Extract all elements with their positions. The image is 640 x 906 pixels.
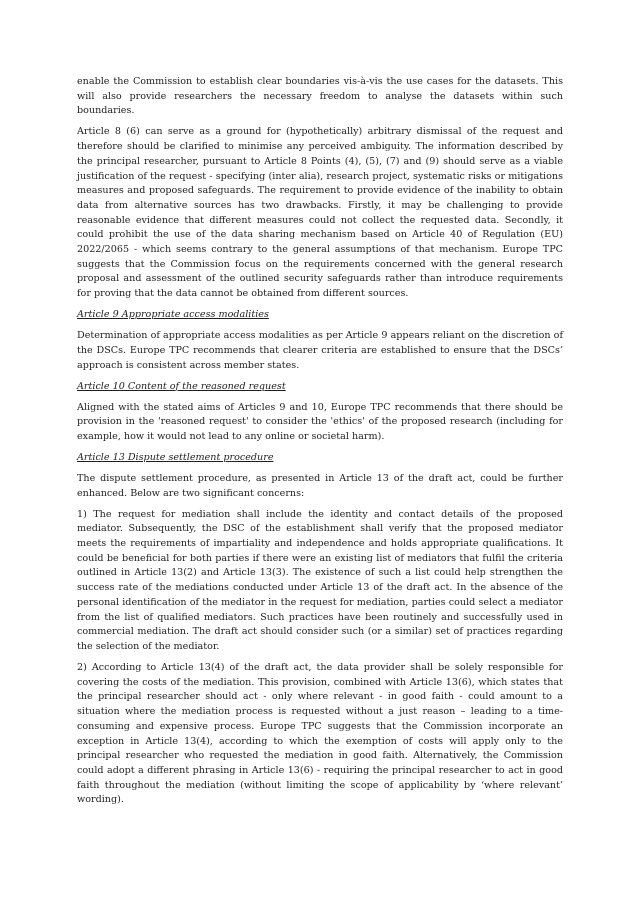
paragraph-article-9: Determination of appropriate access modalities as per Article 9 appears reliant on the discretion of the DSCs. Europe TPC recommends that clearer criteria are established to ensure that the DSCs’ approach is consistent across member states. (77, 330, 563, 371)
paragraph-boundaries: enable the Commission to establish clear boundaries vis-à-vis the use cases for the datasets. This will also provide researchers the necessary freedom to analyse the datasets within such boundaries. (77, 76, 563, 117)
document-page (77, 75, 563, 814)
paragraph-article-8-6: Article 8 (6) can serve as a ground for (hypothetically) arbitrary dismissal of the request and therefore should be clarified to minimise any perceived ambiguity. The information described by the principal researcher, pursuant to Article 8 Points (4), (5), (7) and (9) should serve as a viable justification of the request - specifying (inter alia), research project, systematic risks or mitigations measures and proposed safeguards. The requirement to provide evidence of the inability to obtain data from alternative sources has two drawbacks. Firstly, it may be challenging to provide reasonable evidence that different measures could not collect the requested data. Secondly, it could prohibit the use of the data sharing mechanism based on Article 40 of Regulation (EU) 2022/2065 - which seems contrary to the general assumptions of that mechanism. Europe TPC suggests that the Commission focus on the requirements concerned with the general research proposal and assessment of the outlined security safeguards rather than introduce requirements for proving that the data cannot be obtained from different sources. (77, 126, 563, 300)
paragraph-concern-2: 2) According to Article 13(4) of the draft act, the data provider shall be solely responsible for covering the costs of the mediation. This provision, combined with Article 13(6), which states that the principal researcher should act - only where relevant - in good faith - could amount to a situation where the mediation process is requested without a just reason – leading to a time-consuming and expensive process. Europe TPC suggests that the Commission incorporate an exception in Article 13(4), according to which the exemption of costs will apply only to the principal researcher who requested the mediation in good faith. Alternatively, the Commission could adopt a different phrasing in Article 13(6) - requiring the principal researcher to act in good faith throughout the mediation (without limiting the scope of applicability by ‘where relevant’ wording). (77, 661, 563, 806)
heading-article-10: Article 10 Content of the reasoned request (77, 380, 286, 392)
paragraph-concern-1: 1) The request for mediation shall include the identity and contact details of the proposed mediator. Subsequently, the DSC of the establishment shall verify that the proposed mediator meets the requirements of impartiality and independence and holds appropriate qualifications. It could be beneficial for both parties if there were an existing list of mediators that fulfil the criteria outlined in Article 13(2) and Article 13(3). The existence of such a list could help strengthen the success rate of the mediations conducted under Article 13 of the draft act. In the absence of the personal identification of the mediator in the request for mediation, parties could select a mediator from the list of qualified mediators. Such practices have been routinely and successfully used in commercial mediation. The draft act should consider such (or a similar) set of practices regarding the selection of the mediator. (77, 508, 563, 652)
paragraph-article-10: Aligned with the stated aims of Articles 9 and 10, Europe TPC recommends that there should be provision in the 'reasoned request' to consider the 'ethics' of the proposed research (including for example, how it would not lead to any online or societal harm). (77, 401, 563, 442)
heading-article-9: Article 9 Appropriate access modalities (77, 309, 269, 321)
paragraph-article-13-intro: The dispute settlement procedure, as presented in Article 13 of the draft act, could be further enhanced. Below are two significant concerns: (77, 472, 563, 499)
heading-article-13: Article 13 Dispute settlement procedure (77, 451, 274, 463)
